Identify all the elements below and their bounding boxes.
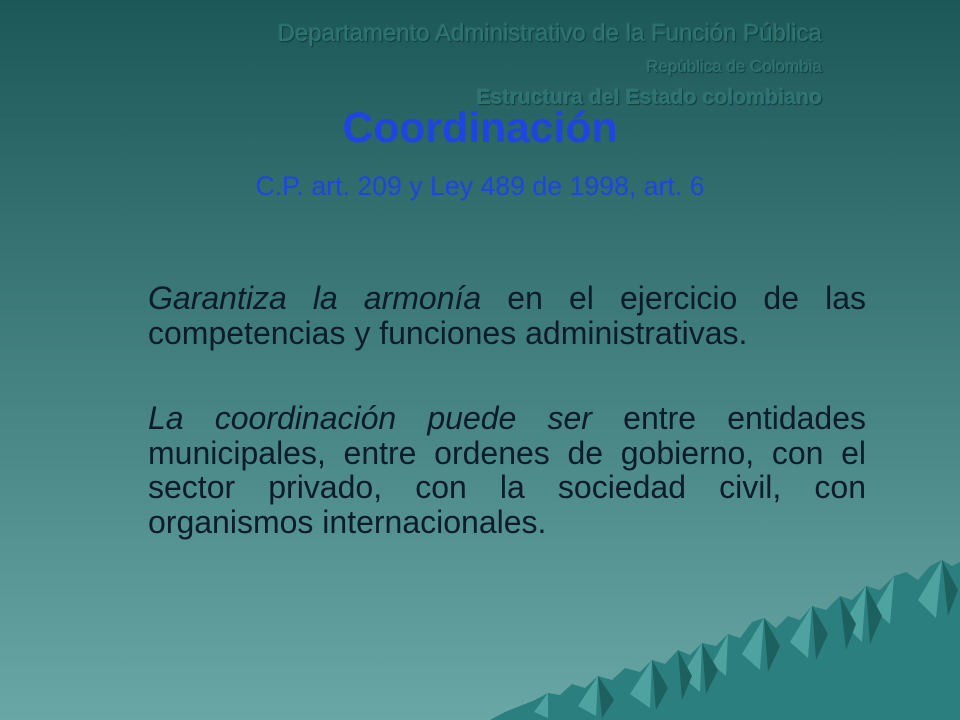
mountain-shadows [598, 560, 958, 718]
section-name: Estructura del Estado colombiano [476, 85, 822, 109]
mountain-highlight-facet [630, 660, 652, 708]
mountain-shadow-facet [840, 596, 856, 650]
body-paragraph [148, 401, 866, 539]
paragraph-emphasis: La coordinación puede ser [148, 400, 592, 436]
mountain-shadow-facet [942, 560, 958, 616]
slide-subtitle: C.P. art. 209 y Ley 489 de 1998, art. 6 [255, 171, 705, 201]
mountain-shadow-facet [678, 650, 692, 700]
country-name: República de Colombia [646, 57, 822, 76]
mountain-highlight-facet [682, 643, 702, 692]
mountain-silhouette [490, 560, 960, 720]
body-paragraph [148, 281, 866, 350]
mountain-shadow-facet [812, 606, 828, 660]
mountain-shadow-facet [702, 643, 718, 694]
mountain-highlight-facet [874, 576, 894, 624]
mountain-highlight-facet [790, 606, 812, 658]
mountain-shadow-facet [652, 660, 668, 710]
mountain-highlight-facet [712, 634, 728, 676]
slide-title: Coordinación [342, 104, 618, 152]
mountain-shadow-facet [598, 676, 614, 718]
organization-name: Departamento Administrativo de la Función Pública [277, 20, 822, 47]
mountain-highlight-facet [534, 693, 548, 718]
mountain-highlight-facet [578, 676, 598, 716]
paragraph-text: entre entidades municipales, entre ordenes de gobierno, con el sector privado, con la sociedad civil, con organismos internacionales. [148, 400, 867, 540]
mountain-highlight-facet [844, 586, 866, 642]
mountain-highlight-facet [918, 560, 942, 618]
paragraph-emphasis: Garantiza la armonía [148, 280, 482, 316]
paragraph-text: en el ejercicio de las competencias y funciones administrativas. [148, 280, 867, 351]
mountain-highlights [534, 560, 942, 718]
slide-body [148, 281, 866, 539]
mountain-highlight-facet [742, 618, 764, 670]
mountain-shadow-facet [866, 586, 882, 644]
mountain-shadow-facet [764, 618, 780, 672]
